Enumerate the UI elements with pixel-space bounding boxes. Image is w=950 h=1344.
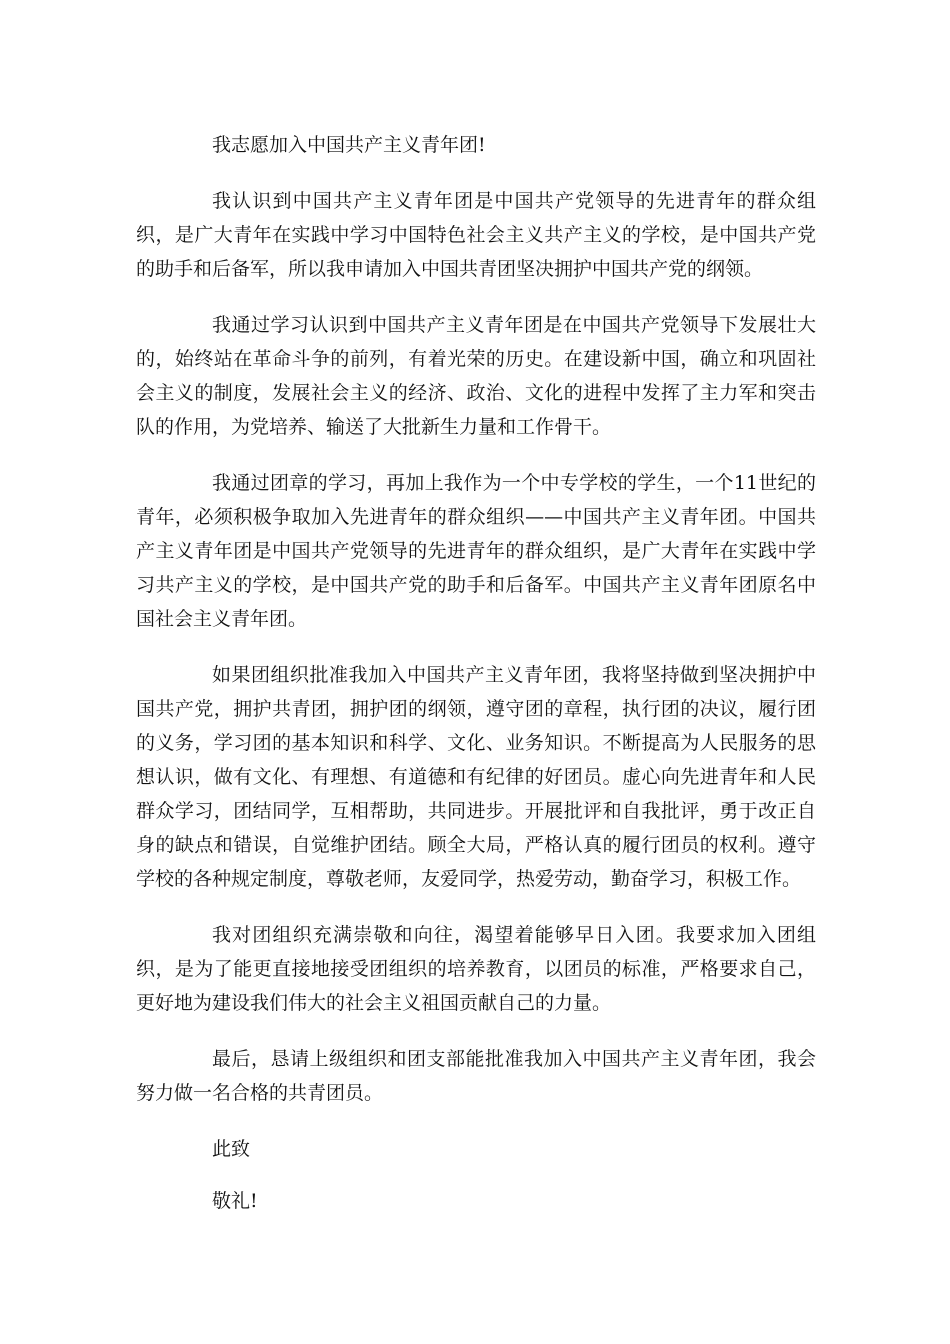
paragraph-request: 最后，恳请上级组织和团支部能批准我加入中国共产主义青年团，我会努力做一名合格的共青团员。: [136, 1048, 816, 1104]
closing-regards: 敬礼!: [212, 1190, 258, 1212]
application-letter-body: [136, 128, 816, 1236]
paragraph-understanding: 我认识到中国共产主义青年团是中国共产党领导的先进青年的群众组织，是广大青年在实践中学习中国特色社会主义共产主义的学校，是中国共产党的助手和后备军，所以我申请加入中国共青团坚决拥护中国共产党的纲领。: [136, 190, 816, 280]
opening-statement: 我志愿加入中国共产主义青年团!: [212, 134, 486, 156]
paragraph-study: 我通过团章的学习，再加上我作为一个中专学校的学生，一个11世纪的青年，必须积极争取加入先进青年的群众组织——中国共产主义青年团。中国共产主义青年团是中国共产党领导的先进青年的群众组织，是广大青年在实践中学习共产主义的学校，是中国共产党的助手和后备军。中国共产主义青年团原名中国社会主义青年团。: [136, 472, 816, 630]
paragraph-aspiration: 我对团组织充满崇敬和向往，渴望着能够早日入团。我要求加入团组织，是为了能更直接地接受团组织的培养教育，以团员的标准，严格要求自己，更好地为建设我们伟大的社会主义祖国贡献自己的力量。: [136, 924, 816, 1014]
paragraph-commitment: 如果团组织批准我加入中国共产主义青年团，我将坚持做到坚决拥护中国共产党，拥护共青团，拥护团的纲领，遵守团的章程，执行团的决议，履行团的义务，学习团的基本知识和科学、文化、业务知识。不断提高为人民服务的思想认识，做有文化、有理想、有道德和有纪律的好团员。虚心向先进青年和人民群众学习，团结同学，互相帮助，共同进步。开展批评和自我批评，勇于改正自身的缺点和错误，自觉维护团结。顾全大局，严格认真的履行团员的权利。遵守学校的各种规定制度，尊敬老师，友爱同学，热爱劳动，勤奋学习，积极工作。: [136, 664, 816, 890]
paragraph-history: 我通过学习认识到中国共产主义青年团是在中国共产党领导下发展壮大的，始终站在革命斗争的前列，有着光荣的历史。在建设新中国，确立和巩固社会主义的制度，发展社会主义的经济、政治、文化的进程中发挥了主力军和突击队的作用，为党培养、输送了大批新生力量和工作骨干。: [136, 314, 816, 438]
closing-salutation: 此致: [212, 1138, 251, 1160]
